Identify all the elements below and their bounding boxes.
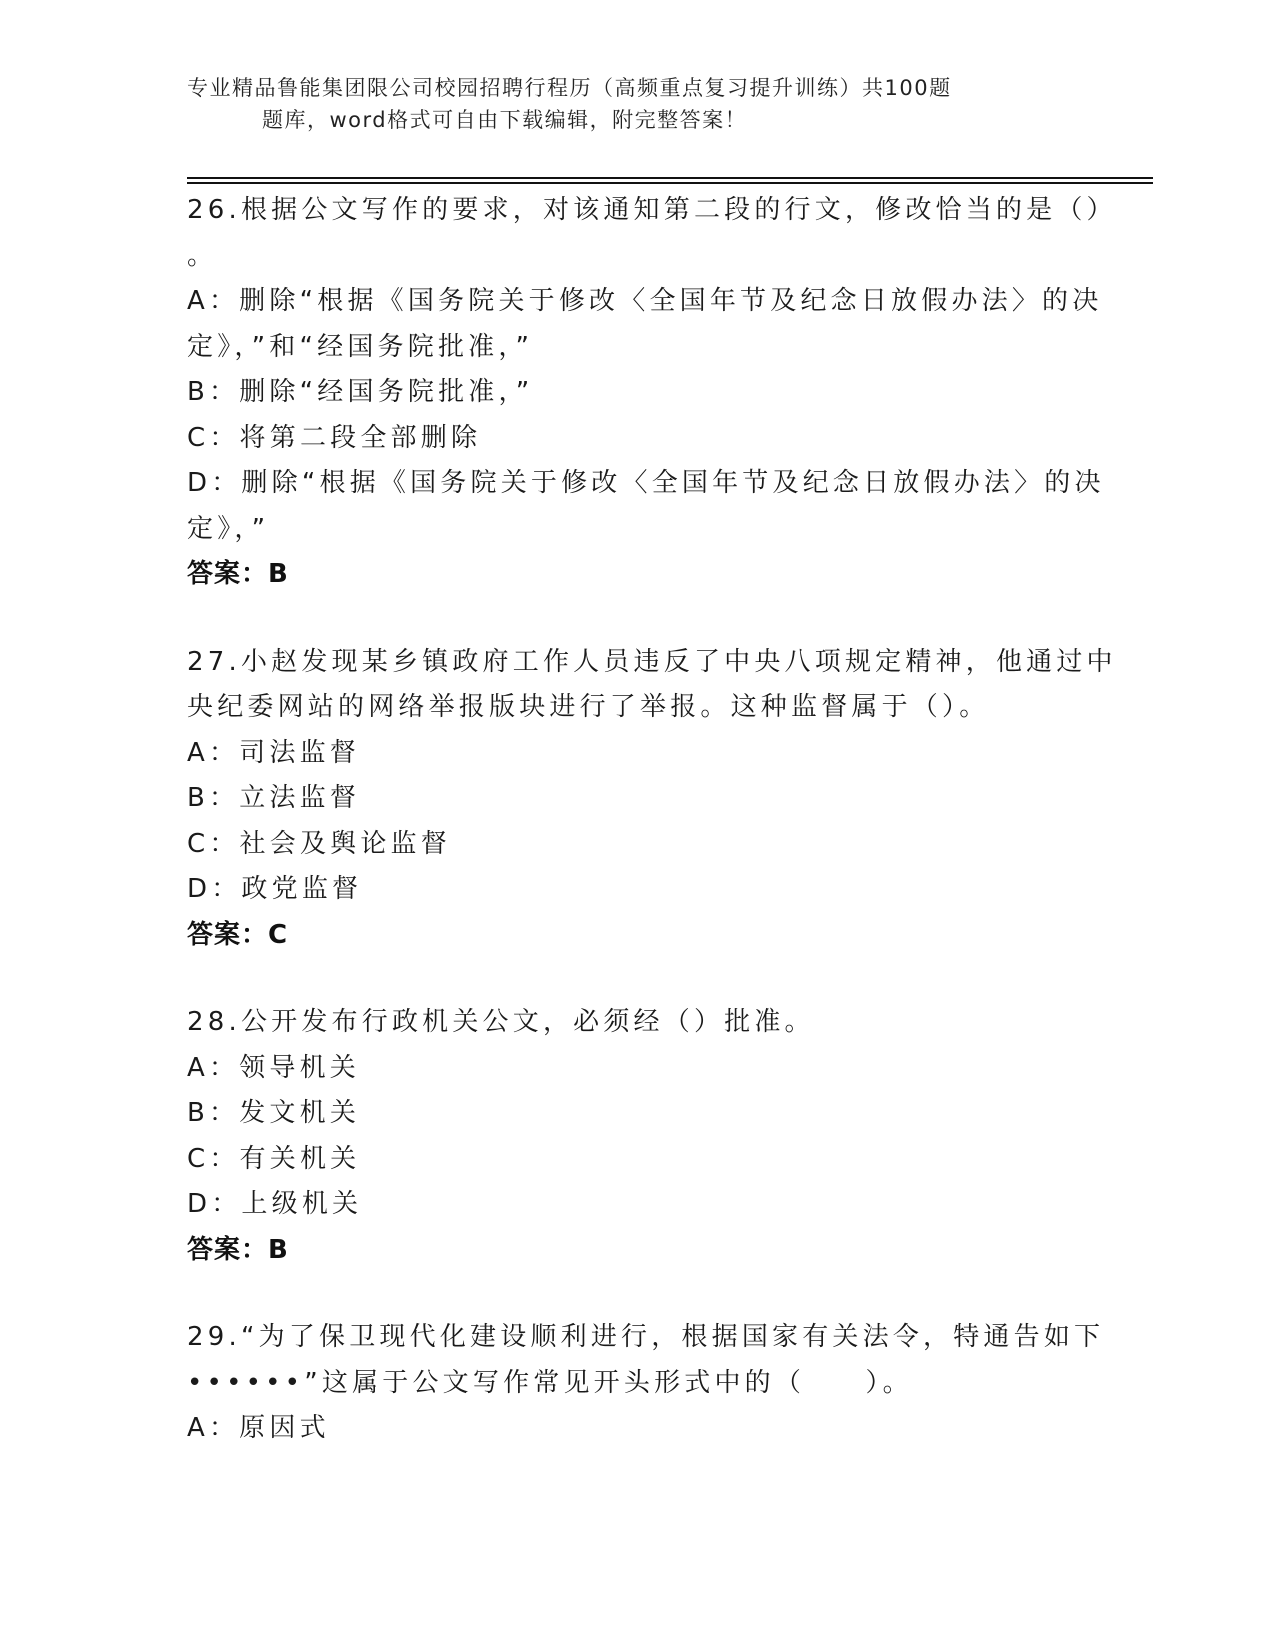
option-a: A：原因式 [187,1413,330,1443]
answer: 答案：B [187,559,289,589]
question-stem-continued: 央纪委网站的网络举报版块进行了举报。这种监督属于（）。 [187,692,990,722]
option-d: D：删除“根据《国务院关于修改〈全国年节及纪念日放假办法〉的决 [187,468,1105,498]
question-list [187,188,1117,1494]
answer: 答案：B [187,1234,289,1265]
option-c: C：有关机关 [187,1143,361,1174]
option-d-continued: 定》，” [187,513,270,544]
question-stem: 26.根据公文写作的要求，对该通知第二段的行文，修改恰当的是（） [187,195,1117,225]
question-stem-continued: ••••••”这属于公文写作常见开头形式中的（ ）。 [187,1367,913,1398]
option-c: C：社会及舆论监督 [187,828,451,859]
question-stem: 28.公开发布行政机关公文，必须经（）批准。 [187,1007,815,1037]
question-26 [187,188,1117,598]
question-28 [187,1000,1067,1273]
option-b: B：发文机关 [187,1098,361,1128]
option-a: A：领导机关 [187,1052,360,1083]
header-line-2: 题库，word格式可自由下载编辑，附完整答案！ [262,108,748,132]
option-a-continued: 定》，”和“经国务院批准，” [187,331,534,362]
option-a: A：司法监督 [187,737,360,768]
header-divider-bottom [187,182,1153,184]
option-d: D：上级机关 [187,1189,363,1219]
option-b: B：立法监督 [187,783,361,813]
option-c: C：将第二段全部删除 [187,422,482,453]
answer: 答案：C [187,919,289,950]
question-stem: 29.“为了保卫现代化建设顺利进行，根据国家有关法令，特通告如下 [187,1322,1105,1352]
question-stem: 27.小赵发现某乡镇政府工作人员违反了中央八项规定精神，他通过中 [187,646,1117,677]
option-d: D：政党监督 [187,874,363,904]
option-a: A：删除“根据《国务院关于修改〈全国年节及纪念日放假办法〉的决 [187,286,1103,316]
header-line-1: 专业精品鲁能集团限公司校园招聘行程历（高频重点复习提升训练）共100题 [187,76,952,100]
question-29 [187,1315,1105,1452]
header-divider-top [187,177,1153,179]
question-27 [187,640,1117,959]
question-stem-continued: 。 [187,240,218,271]
option-b: B：删除“经国务院批准，” [187,377,534,407]
document-header [187,72,1047,136]
